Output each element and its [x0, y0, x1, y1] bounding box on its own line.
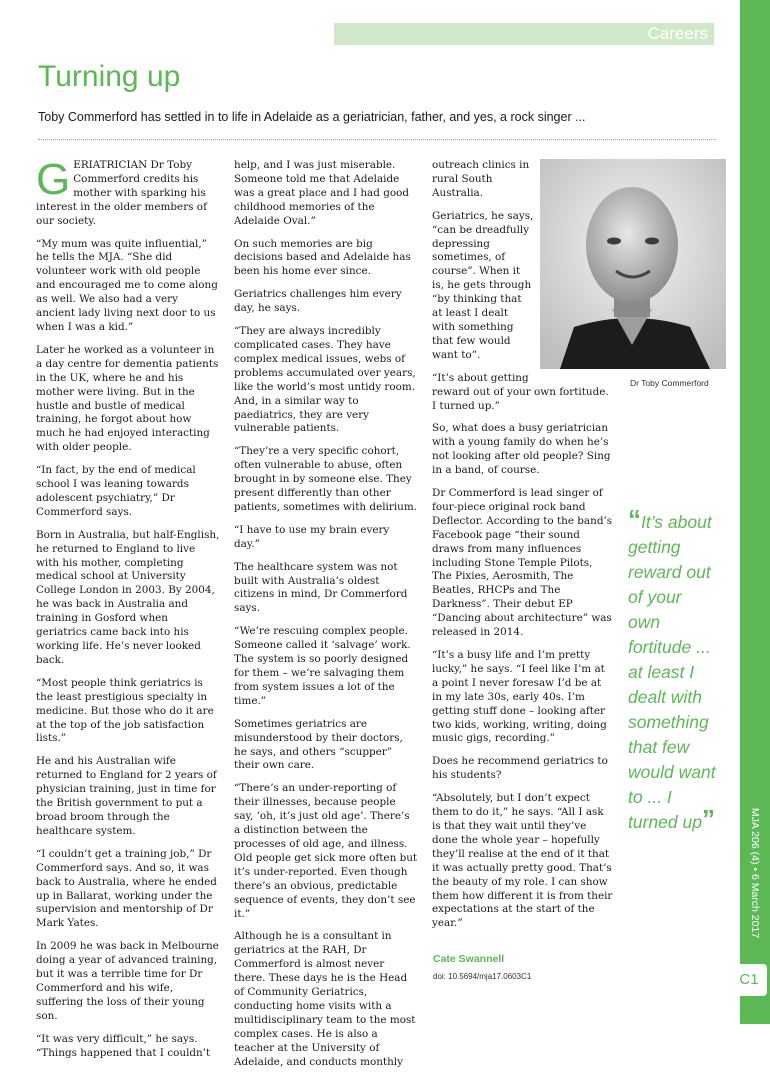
- column-1: [36, 155, 220, 1069]
- paragraph: help, and I was just miserable. Someone told me that Adelaide was a great place and I had good childhood memories of the Adelaide Oval.”: [234, 159, 410, 227]
- paragraph: He and his Australian wife returned to England for 2 years of physician training, just in time for the British government to put a broad broom through the healthcare system.: [36, 755, 217, 837]
- drop-cap: G: [36, 155, 71, 204]
- paragraph: “I have to use my brain every day.”: [234, 523, 390, 550]
- paragraph: So, what does a busy geriatrician with a young family do when he’s not looking after old people? Sing in a band, of course.: [432, 422, 611, 477]
- side-color-bar: [740, 0, 770, 1024]
- paragraph: “They’re a very specific cohort, often vulnerable to abuse, often brought in by someone else. They present differently than other patients, sometimes with delirium.: [234, 445, 417, 513]
- paragraph: “My mum was quite influential,” he tells the MJA. “She did volunteer work with old people and encouraged me to come along as well. We also had a very ancient lady living next door to us when I was a kid.”: [36, 237, 218, 333]
- portrait-photo: [540, 159, 726, 369]
- doi-link[interactable]: doi: 10.5694/mja17.0603C1: [433, 972, 532, 981]
- pull-quote: [628, 504, 718, 835]
- paragraph: Born in Australia, but half-English, he returned to England to live with his mother, completing medical school at University College London in 2003. By 2004, he was back in Australia and training in Gosford when geriatrics came back into his working life. He’s never looked back.: [36, 528, 220, 666]
- page-number: C1: [731, 964, 767, 996]
- article-standfirst: Toby Commerford has settled in to life in Adelaide as a geriatrician, father, and yes, a rock singer ...: [38, 110, 586, 124]
- paragraph: Geriatrics, he says, “can be dreadfully depressing sometimes, of course”. When it is, he gets through “by thinking that at least I dealt with something that few would want to”.: [432, 209, 534, 361]
- journal-reference: MJA 206 (4) • 6 March 2017: [749, 807, 761, 939]
- article-title: Turning up: [38, 60, 181, 93]
- portrait-image: [540, 159, 726, 369]
- paragraph: outreach clinics in rural South Australia.: [432, 159, 530, 199]
- column-3: [432, 159, 614, 940]
- paragraph: “They are always incredibly complicated cases. They have complex medical issues, webs of problems accumulated over years, like the world’s most untidy room. And, in a similar way to paediatrics, they are very vulnerable patients.: [234, 325, 416, 435]
- paragraph: Later he worked as a volunteer in a day centre for dementia patients in the UK, where he and his mother were living. But in the hustle and bustle of medical training, he forgot about how much he had enjoyed interacting with older people.: [36, 343, 219, 454]
- paragraph: “We’re rescuing complex people. Someone called it ‘salvage’ work. The system is so poorly designed for them – we’re salvaging them from system issues a lot of the time.”: [234, 625, 411, 707]
- paragraph: The healthcare system was not built with Australia’s oldest citizens in mind, Dr Commerford says.: [234, 560, 408, 615]
- pull-quote-text: It’s about getting reward out of your own fortitude ... at least I dealt with something that few would want to ... I turned up: [628, 512, 716, 832]
- paragraph: “It’s a busy life and I’m pretty lucky,” he says. “I feel like I’m at a point I never foresaw I’d be at in my late 30s, early 40s. I’m getting stuff done – looking after two kids, working, writing, doing music gigs, recording.”: [432, 649, 607, 745]
- paragraph: “Absolutely, but I don’t expect them to do it,” he says. “All I ask is that they wait until they’ve done the whole year – hopefully they’ll realise at the end of it that it was actually pretty good. That’s the beauty of my role. I can show them how different it is from their expectations at the start of the year.”: [432, 792, 613, 930]
- paragraph: “There’s an under-reporting of their illnesses, because people say, ‘oh, it’s just old age’. There’s a distinction between the processes of old age, and illness. Old people get sick more often but it’s under-reported. Even though there’s an obvious, predictable sequence of events, they don’t see it.”: [234, 782, 418, 920]
- paragraph: “I couldn’t get a training job,” Dr Commerford says. And so, it was back to Australia, where he ended up in Ballarat, working under the supervision and mentorship of Dr Mark Yates.: [36, 847, 217, 930]
- section-label: Careers: [647, 24, 708, 43]
- paragraph: ERIATRICIAN Dr Toby Commerford credits his mother with sparking his interest in the older members of our society.: [36, 159, 207, 227]
- paragraph: Geriatrics challenges him every day, he says.: [234, 288, 402, 315]
- paragraph: Sometimes geriatrics are misunderstood by their doctors, he says, and others “scupper” their own care.: [234, 717, 403, 772]
- paragraph: “It’s about getting reward out of your own fortitude. I turned up.”: [432, 371, 609, 412]
- paragraph: “It was very difficult,” he says. “Things happened that I couldn’t: [36, 1032, 211, 1059]
- close-quote-icon: ”: [701, 804, 715, 834]
- open-quote-icon: “: [628, 504, 641, 534]
- paragraph: “Most people think geriatrics is the least prestigious specialty in medicine. But those who do it are at the top of the job satisfaction lists.”: [36, 676, 214, 745]
- paragraph: Although he is a consultant in geriatrics at the RAH, Dr Commerford is almost never there. These days he is the Head of Community Geriatrics, conducting home visits with a multidisciplinary team to the most complex cases. He is also a teacher at the University of Adelaide, and conducts monthly: [234, 930, 416, 1068]
- paragraph: Does he recommend geriatrics to his students?: [432, 755, 608, 782]
- paragraph: On such memories are big decisions based and Adelaide has been his home ever since.: [234, 237, 411, 278]
- photo-caption: Dr Toby Commerford: [630, 378, 709, 388]
- author-name: Cate Swannell: [433, 953, 505, 965]
- section-header-bar: [334, 23, 714, 45]
- paragraph: In 2009 he was back in Melbourne doing a year of advanced training, but it was a terrible time for Dr Commerford and his wife, suffering the loss of their young son.: [36, 940, 219, 1022]
- column-2: [234, 159, 418, 1078]
- paragraph: “In fact, by the end of medical school I was leaning towards adolescent psychiatry,” Dr Commerford says.: [36, 464, 196, 518]
- divider: [38, 139, 716, 140]
- paragraph: Dr Commerford is lead singer of four-piece original rock band Deflector. According to the band’s Facebook page “their sound draws from many influences including Stone Temple Pilots, The Pixies, Aerosmith, The Beatles, RHCPs and The Darkness”. Their debut EP “Dancing about architecture” was released in 2014.: [432, 487, 613, 639]
